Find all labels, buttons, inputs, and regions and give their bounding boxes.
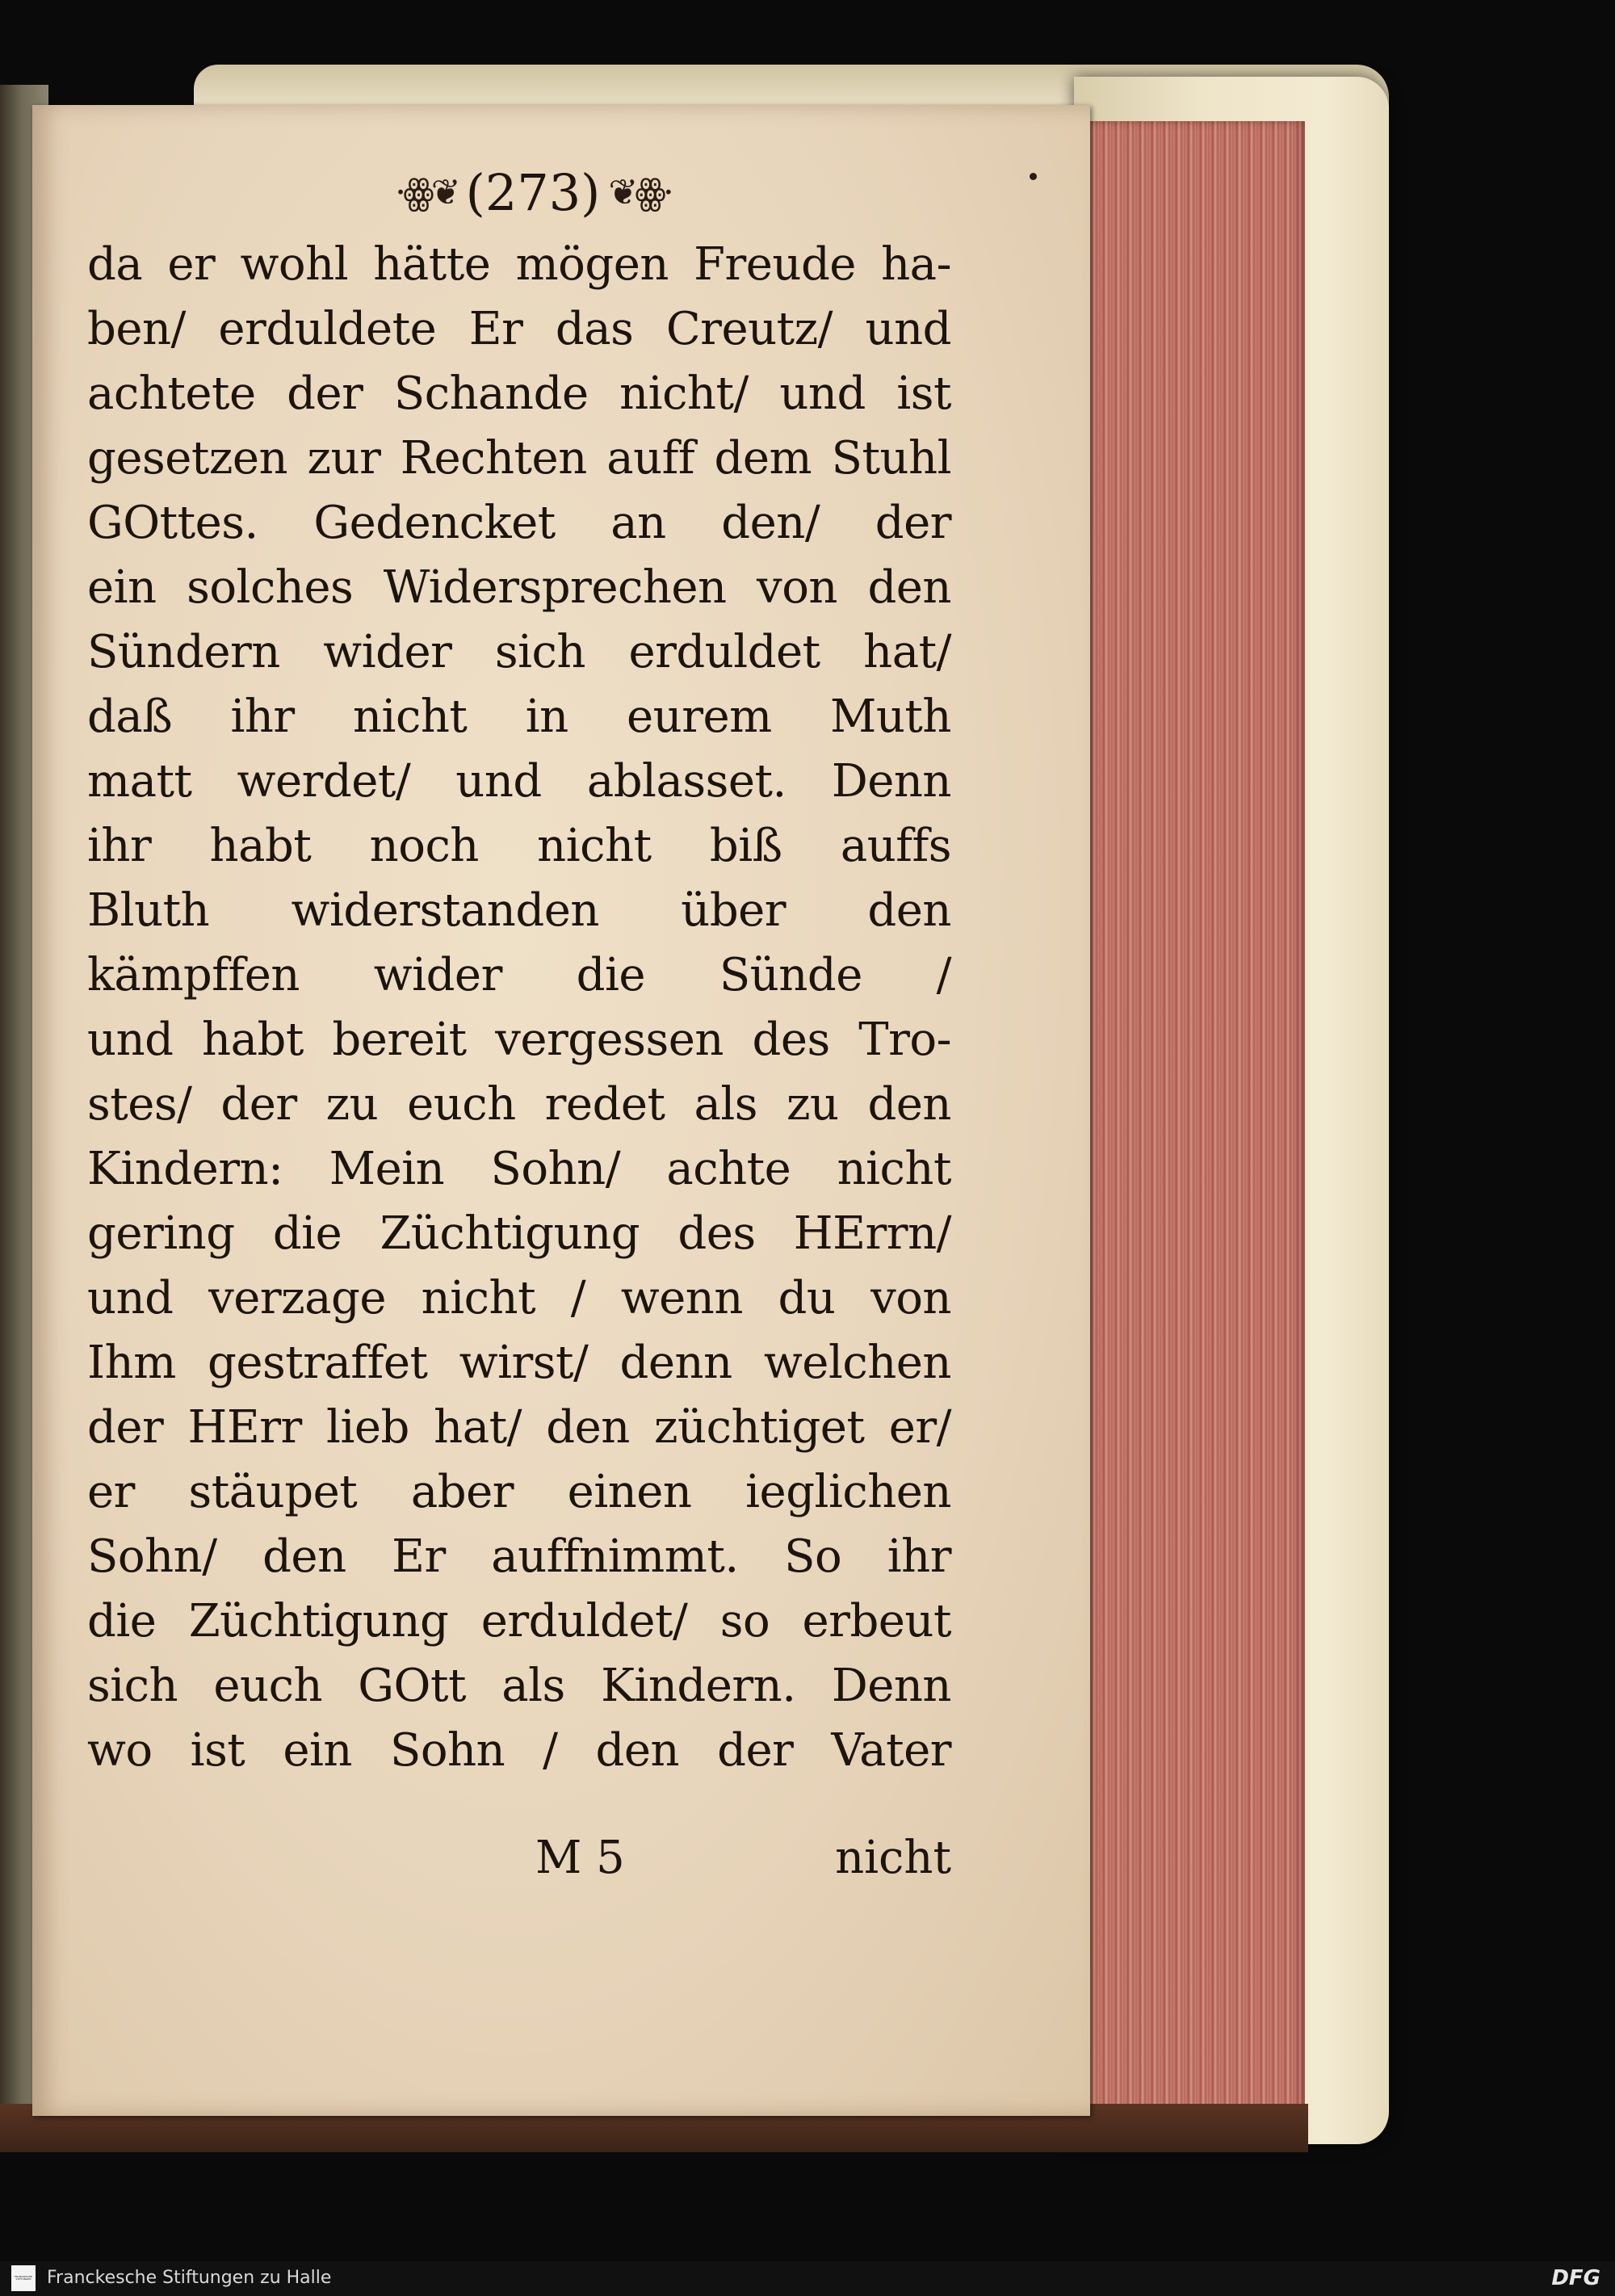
text-line: stes/ der zu euch redet als zu den	[87, 1078, 951, 1131]
text-line: Kindern: Mein Sohn/ achte nicht	[87, 1143, 951, 1195]
text-line: Bluth widerstanden über den	[87, 884, 951, 937]
text-line: gering die Züchtigung des HErrn/	[87, 1207, 951, 1260]
text-line: matt werdet/ und ablasset. Denn	[87, 755, 951, 808]
text-line: und habt bereit vergessen des Tro-	[87, 1014, 951, 1066]
text-line: Sohn/ den Er auffnimmt. So ihr	[87, 1530, 951, 1583]
text-line: GOttes. Gedencket an den/ der	[87, 497, 951, 549]
text-line: sich euch GOtt als Kindern. Denn	[87, 1660, 951, 1712]
text-line: er stäupet aber einen ieglichen	[87, 1466, 951, 1518]
page-number: (273)	[465, 162, 601, 222]
signature-line	[87, 1832, 951, 1896]
header-ornament-right: ❦ꙮ·	[608, 171, 671, 213]
footer-bar	[0, 2261, 1615, 2296]
text-line: Sündern wider sich erduldet hat/	[87, 626, 951, 678]
institution-name: Franckesche Stiftungen zu Halle	[47, 2268, 332, 2288]
text-line: ben/ erduldete Er das Creutz/ und	[87, 303, 951, 355]
text-line: die Züchtigung erduldet/ so erbeut	[87, 1595, 951, 1647]
printer-signature: M 5	[535, 1832, 625, 1884]
header-ornament-left: ·ꙮ❦	[395, 171, 458, 213]
running-header	[323, 160, 743, 225]
page-block-red-edges	[1082, 121, 1305, 2124]
text-line: wo ist ein Sohn / den der Vater	[87, 1724, 951, 1777]
text-line: gesetzen zur Rechten auff dem Stuhl	[87, 432, 951, 485]
text-line: daß ihr nicht in eurem Muth	[87, 690, 951, 743]
text-line: ein solches Widersprechen von den	[87, 561, 951, 614]
text-line: Ihm gestraffet wirst/ denn welchen	[87, 1337, 951, 1389]
text-line: und verzage nicht / wenn du von	[87, 1272, 951, 1324]
text-line: da er wohl hätte mögen Freude ha-	[87, 238, 951, 291]
institution-logo-icon	[11, 2265, 36, 2291]
catchword: nicht	[835, 1832, 951, 1884]
text-line: ihr habt noch nicht biß auffs	[87, 820, 951, 872]
ink-dot	[1030, 173, 1037, 180]
text-line: achtete der Schande nicht/ und ist	[87, 367, 951, 420]
text-line: der HErr lieb hat/ den züchtiget er/	[87, 1401, 951, 1454]
body-text	[87, 233, 951, 1783]
dfg-logo: DFG	[1551, 2266, 1600, 2290]
text-line: kämpffen wider die Sünde /	[87, 949, 951, 1001]
institution-logo-text: FRANCKESCHE STIFTUNGEN	[14, 2274, 33, 2281]
